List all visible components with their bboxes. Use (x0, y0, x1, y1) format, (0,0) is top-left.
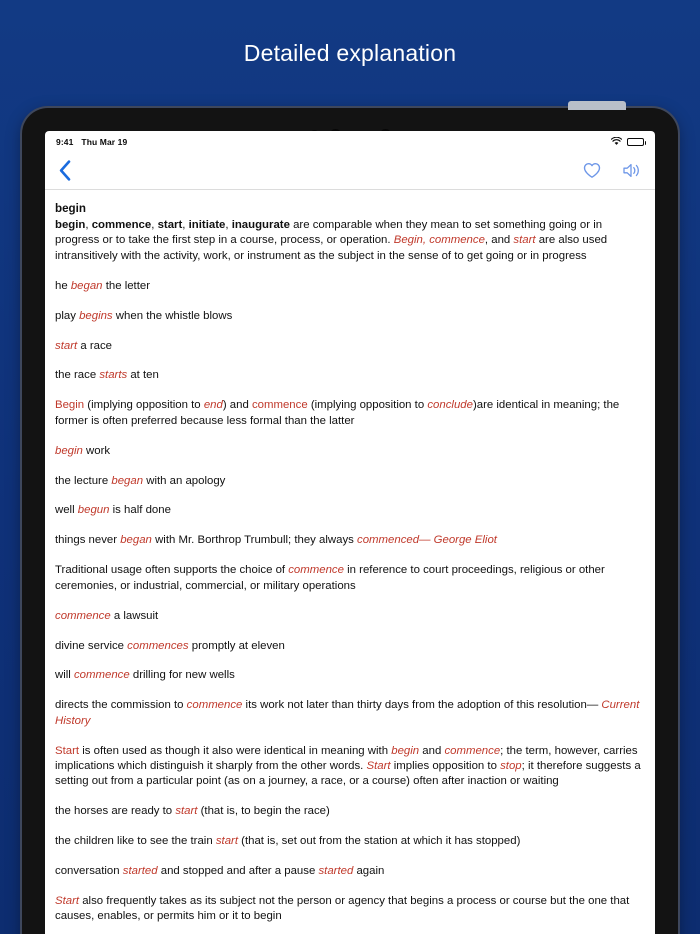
device-screen (45, 131, 655, 934)
wifi-icon (611, 137, 622, 148)
entry-paragraph: directs the commission to commence its work not later than thirty days from the adoption of this resolution— Current History (55, 699, 640, 727)
entry-paragraph: the children like to see the train start (that is, set out from the station at which it has stopped) (55, 835, 521, 848)
entry-paragraph: conversation started and stopped and after a pause started again (55, 865, 385, 878)
navigation-actions (583, 162, 641, 179)
entry-paragraph: Begin (implying opposition to end) and commence (implying opposition to conclude)are identical in meaning; the former is often preferred because less formal than the latter (55, 399, 620, 427)
promo-headline: Detailed explanation (243, 40, 457, 66)
back-button[interactable] (59, 160, 71, 181)
speaker-wave-icon (622, 162, 641, 179)
entry-paragraph: the lecture began with an apology (55, 474, 226, 487)
entry-paragraph: play begins when the whistle blows (55, 309, 233, 322)
tablet-device (22, 108, 678, 934)
status-indicators (611, 137, 644, 148)
entry-paragraph: begin, commence, start, initiate, inaugurate are comparable when they mean to set something going or in progress or to take the first step in a course, process, or operation. Begin, commence, and start are also used intransitively with the activity, work, or instrument as the subject in the sense of to get going or in progress (55, 219, 608, 262)
entry-body (55, 218, 645, 925)
audio-pronunciation-button[interactable] (622, 162, 641, 179)
entry-paragraph: begin work (55, 444, 111, 457)
heart-outline-icon (583, 162, 601, 179)
entry-paragraph: will commence drilling for new wells (55, 669, 235, 682)
entry-paragraph: he began the letter (55, 279, 151, 292)
status-time: 9:41 (56, 137, 74, 147)
dictionary-entry (45, 190, 655, 934)
entry-paragraph: the horses are ready to start (that is, to begin the race) (55, 805, 330, 818)
navigation-bar (45, 151, 655, 190)
entry-paragraph: things never began with Mr. Borthrop Trumbull; they always commenced— George Eliot (55, 534, 497, 547)
favorite-button[interactable] (583, 162, 601, 179)
entry-paragraph: the race starts at ten (55, 369, 159, 382)
status-date: Thu Mar 19 (81, 137, 128, 147)
entry-paragraph: start a race (55, 339, 112, 352)
entry-paragraph: commence a lawsuit (55, 609, 159, 622)
entry-headword: begin (55, 202, 86, 215)
chevron-left-icon (59, 160, 71, 181)
entry-paragraph: divine service commences promptly at eleven (55, 639, 285, 652)
entry-paragraph: well begun is half done (55, 504, 171, 517)
battery-full-icon (627, 138, 644, 146)
power-button[interactable] (568, 101, 626, 110)
status-bar (45, 131, 655, 151)
entry-paragraph: Start is often used as though it also were identical in meaning with begin and commence; the term, however, carries implications which distinguish it sharply from the other words. Start implies opposition to stop; it therefore suggests a setting out from a particular point (as on a journey, a race, or a course) often after inaction or waiting (55, 744, 641, 788)
entry-paragraph: Start also frequently takes as its subject not the person or agency that begins a process or course but the one that causes, enables, or permits him or it to begin (55, 895, 630, 923)
entry-paragraph: Traditional usage often supports the choice of commence in reference to court proceedings, religious or other ceremonies, or industrial, commercial, or military operations (55, 564, 605, 592)
